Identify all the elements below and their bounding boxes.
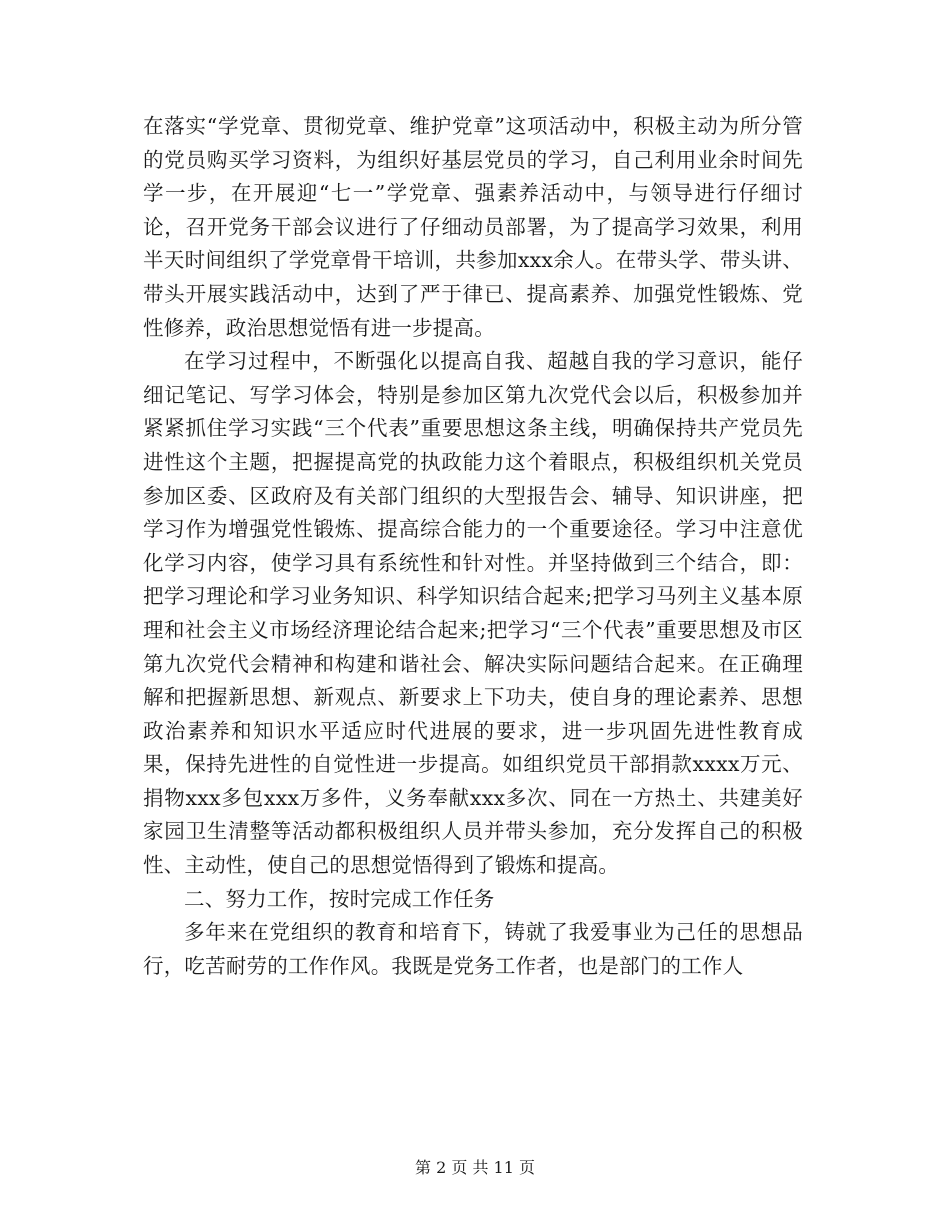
page-number-footer: 第 2 页 共 11 页 [415,1158,535,1177]
document-body [143,110,803,983]
section-heading: 二、努力工作，按时完成工作任务 [184,886,495,911]
paragraph-2: 在学习过程中，不断强化以提高自我、超越自我的学习意识，能仔细记笔记、写学习体会，特别是参加区第九次党代会以后，积极参加并紧紧抓住学习实践“三个代表”重要思想这条主线，明确保持共产党员先进性这个主题，把握提高党的执政能力这个着眼点，积极组织机关党员参加区委、区政府及有关部门组织的大型报告会、辅导、知识讲座，把学习作为增强党性锻炼、提高综合能力的一个重要途径。学习中注意优化学习内容，使学习具有系统性和针对性。并坚持做到三个结合，即：把学习理论和学习业务知识、科学知识结合起来;把学习马列主义基本原理和社会主义市场经济理论结合起来;把学习“三个代表”重要思想及市区第九次党代会精神和构建和谐社会、解决实际问题结合起来。在正确理解和把握新思想、新观点、新要求上下功夫，使自身的理论素养、思想政治素养和知识水平适应时代进展的要求，进一步巩固先进性教育成果，保持先进性的自觉性进一步提高。如组织党员干部捐款xxxx万元、捐物xxx多包xxx万多件，义务奉献xxx多次、同在一方热土、共建美好家园卫生清整等活动都积极组织人员并带头参加，充分发挥自己的积极性、主动性，使自己的思想觉悟得到了锻炼和提高。 [143,349,803,878]
paragraph-1: 在落实“学党章、贯彻党章、维护党章”这项活动中，积极主动为所分管的党员购买学习资料，为组织好基层党员的学习，自己利用业余时间先学一步，在开展迎“七一”学党章、强素养活动中，与领导进行仔细讨论，召开党务干部会议进行了仔细动员部署，为了提高学习效果，利用半天时间组织了学党章骨干培训，共参加xxx余人。在带头学、带头讲、带头开展实践活动中，达到了严于律已、提高素养、加强党性锻炼、党性修养，政治思想觉悟有进一步提高。 [143,114,803,340]
paragraph-3: 多年来在党组织的教育和培育下，铸就了我爱事业为己任的思想品行，吃苦耐劳的工作作风。我既是党务工作者，也是部门的工作人 [143,920,803,978]
